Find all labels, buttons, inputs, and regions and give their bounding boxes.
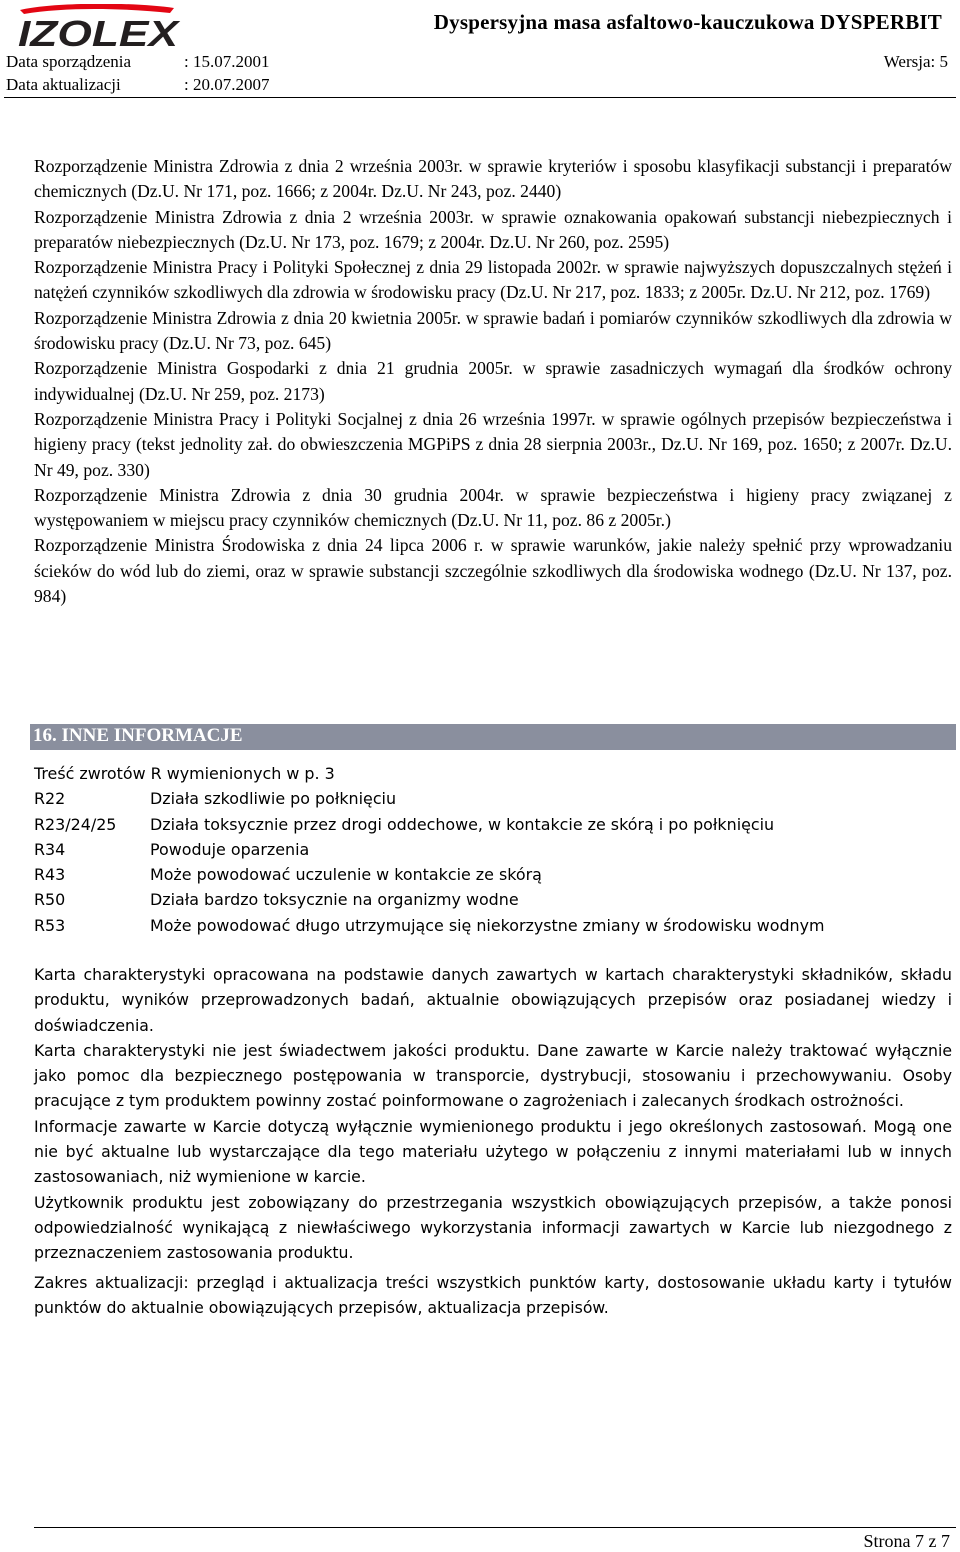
version-label: Wersja: 5 xyxy=(883,52,948,71)
footer-divider xyxy=(34,1527,956,1528)
info-paragraph: Informacje zawarte w Karcie dotyczą wyłącznie wymienionego produktu i jego określonych zastosowań. Mogą one nie być aktualne lub wystarczające dla tego materiału użytego w połączeniu z innymi materiałami lub w innych zastosowaniach, niż wymienione w karcie. xyxy=(34,1116,952,1187)
regulation-item: Rozporządzenie Ministra Zdrowia z dnia 20 kwietnia 2005r. w sprawie badań i pomiarów czynników szkodliwych dla zdrowia w środowisku pracy (Dz.U. Nr 73, poz. 645) xyxy=(34,307,952,354)
r-phrase-row xyxy=(34,913,954,938)
r-phrase-text: Działa bardzo toksycznie na organizmy wodne xyxy=(150,890,519,910)
page-header xyxy=(0,0,960,100)
info-paragraph: Karta charakterystyki nie jest świadectwem jakości produktu. Dane zawarte w Karcie należy traktować wyłącznie jako pomoc dla bezpiecznego postępowania w transporcie, dystrybucji, stosowaniu i przechowywaniu. Osoby pracujące z tym produktem powinny zostać poinformowane o zagrożeniach i zalecanych środkach ostrożności. xyxy=(34,1040,952,1111)
regulation-item: Rozporządzenie Ministra Zdrowia z dnia 2 września 2003r. w sprawie kryteriów i sposobu klasyfikacji substancji i preparatów chemicznych (Dz.U. Nr 171, poz. 1666; z 2004r. Dz.U. Nr 243, poz. 2440) xyxy=(34,156,952,202)
izolex-logo xyxy=(14,4,184,50)
regulation-item: Rozporządzenie Ministra Gospodarki z dnia 21 grudnia 2005r. w sprawie zasadniczych wymagań dla środków ochrony indywidualnej (Dz.U. Nr 259, poz. 2173) xyxy=(34,358,952,404)
regulation-item: Rozporządzenie Ministra Zdrowia z dnia 2 września 2003r. w sprawie oznakowania opakowań substancji niebezpiecznych i preparatów niebezpiecznych (Dz.U. Nr 173, poz. 1679; z 2004r. Dz.U. Nr 260, poz. 2595) xyxy=(34,206,952,252)
other-information-text xyxy=(34,962,952,1320)
r-phrases-block xyxy=(34,761,954,938)
r-phrase-code: R23/24/25 xyxy=(34,814,117,834)
r-phrase-text: Działa szkodliwie po połknięciu xyxy=(150,789,397,809)
r-phrase-text: Powoduje oparzenia xyxy=(150,839,310,859)
r-phrase-code: R43 xyxy=(34,865,66,885)
r-phrase-text: Może powodować długo utrzymujące się niekorzystne zmiany w środowisku wodnym xyxy=(150,915,825,935)
r-phrase-text: Działa toksycznie przez drogi oddechowe, w kontakcie ze skórą i po połknięciu xyxy=(150,814,775,834)
created-label: Data sporządzenia xyxy=(6,52,132,71)
svg-text:IZOLEX: IZOLEX xyxy=(18,13,181,50)
section-16-heading xyxy=(30,724,956,750)
regulation-item: Rozporządzenie Ministra Zdrowia z dnia 30 grudnia 2004r. w sprawie bezpieczeństwa i higieny pracy związanej z występowaniem w miejscu pracy czynników chemicznych (Dz.U. Nr 11, poz. 86 z 2005r.) xyxy=(34,484,952,531)
info-paragraph: Karta charakterystyki opracowana na podstawie danych zawartych w kartach charakterystyki składników, składu produktu, wyników przeprowadzonych badań, aktualnie obowiązujących przepisów oraz posiadanej wiedzy i doświadczenia. xyxy=(34,965,952,1035)
r-phrase-row xyxy=(34,887,954,912)
r-phrase-row xyxy=(34,862,954,887)
document-title: Dyspersyjna masa asfaltowo-kauczukowa DYSPERBIT xyxy=(433,10,942,34)
created-value: : 15.07.2001 xyxy=(184,52,270,71)
r-phrase-code: R22 xyxy=(34,789,66,809)
r-phrase-row xyxy=(34,837,954,862)
regulations-list xyxy=(34,154,952,609)
header-divider xyxy=(4,97,956,98)
r-phrases-intro: Treść zwrotów R wymienionych w p. 3 xyxy=(34,764,335,783)
info-paragraph: Użytkownik produktu jest zobowiązany do przestrzegania wszystkich obowiązujących przepisów, a także ponosi odpowiedzialność wynikającą z niewłaściwego wykorzystania informacji zawartych w Karcie lub niezgodnego z przeznaczeniem zastosowania produktu. xyxy=(34,1192,952,1263)
r-phrase-text: Może powodować uczulenie w kontakcie ze skórą xyxy=(150,865,542,885)
r-phrase-row xyxy=(34,786,954,811)
updated-value: : 20.07.2007 xyxy=(184,75,270,94)
section-16-title: 16. INNE INFORMACJE xyxy=(33,725,243,746)
page-number: Strona 7 z 7 xyxy=(863,1531,950,1551)
regulation-item: Rozporządzenie Ministra Pracy i Polityki Socjalnej z dnia 26 września 1997r. w sprawie ogólnych przepisów bezpieczeństwa i higieny pracy (tekst jednolity zał. do obwieszczenia MGPiPS z dnia 28 sierpnia 2003r., Dz.U. Nr 169, poz. 1650; z 2007r. Dz.U. Nr 49, poz. 330) xyxy=(34,408,952,480)
updated-label: Data aktualizacji xyxy=(6,75,121,94)
info-paragraph: Zakres aktualizacji: przegląd i aktualizacja treści wszystkich punktów karty, dostosowanie układu karty i tytułów punktów do aktualnie obowiązujących przepisów, aktualizacja przepisów. xyxy=(34,1272,952,1317)
r-phrase-code: R53 xyxy=(34,915,66,935)
regulation-item: Rozporządzenie Ministra Środowiska z dnia 24 lipca 2006 r. w sprawie warunków, jakie należy spełnić przy wprowadzaniu ścieków do wód lub do ziemi, oraz w sprawie substancji szczególnie szkodliwych dla środowiska wodnego (Dz.U. Nr 137, poz. 984) xyxy=(34,535,952,607)
regulation-item: Rozporządzenie Ministra Pracy i Polityki Społecznej z dnia 29 listopada 2002r. w sprawie najwyższych dopuszczalnych stężeń i natężeń czynników szkodliwych dla zdrowia w środowisku pracy (Dz.U. Nr 217, poz. 1833; z 2005r. Dz.U. Nr 212, poz. 1769) xyxy=(34,257,952,303)
r-phrase-code: R34 xyxy=(34,839,66,859)
r-phrase-code: R50 xyxy=(34,890,66,910)
r-phrase-row xyxy=(34,812,954,837)
